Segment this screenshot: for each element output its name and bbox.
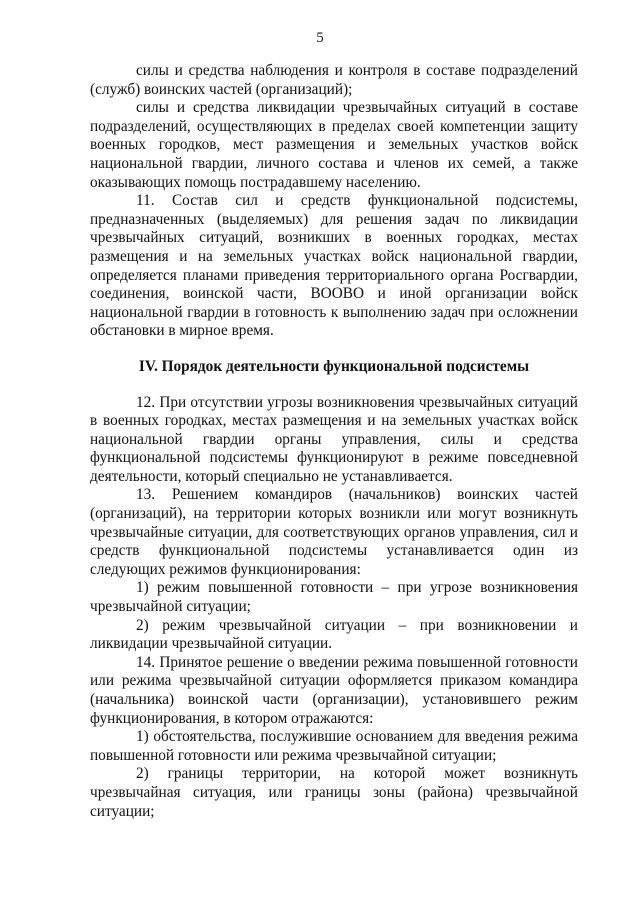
list-item-emergency: 2) режим чрезвычайной ситуации – при возникновении и ликвидации чрезвычайной ситуации. <box>90 616 578 653</box>
paragraph-11: 11. Состав сил и средств функциональной подсистемы, предназначенных (выделяемых) для решения задач по ликвидации чрезвычайных ситуаций, возникших в военных городках, местах размещения и на земельных участках войск национальной гвардии, определяется планами приведения территориального органа Росгвардии, соединения, воинской части, ВООВО и иной организации войск национальной гвардии в готовность к выполнению задач при осложнении обстановки в мирное время. <box>90 192 578 340</box>
list-item-boundaries: 2) границы территории, на которой может возникнуть чрезвычайная ситуация, или границы зоны (района) чрезвычайной ситуации; <box>90 765 578 820</box>
document-body <box>90 62 578 821</box>
section-heading: IV. Порядок деятельности функциональной подсистемы <box>138 357 530 375</box>
list-item-circumstances: 1) обстоятельства, послужившие основанием для введения режима повышенной готовности или режима чрезвычайной ситуации; <box>90 728 578 764</box>
paragraph-liquidation-forces: силы и средства ликвидации чрезвычайных ситуаций в составе подразделений, осуществляющих в пределах своей компетенции защиту военных городков, мест размещения и земельных участков войск национальной гвардии, личного состава и членов их семей, а также оказывающих помощь пострадавшему населению. <box>90 99 578 191</box>
paragraph-12: 12. При отсутствии угрозы возникновения чрезвычайных ситуаций в военных городках, местах размещения и на земельных участках войск национальной гвардии органы управления, силы и средства функциональной подсистемы функционируют в режиме повседневной деятельности, который специально не устанавливается. <box>90 393 578 485</box>
list-item-high-readiness: 1) режим повышенной готовности – при угрозе возникновения чрезвычайной ситуации; <box>90 579 578 616</box>
page-number: 5 <box>316 30 324 46</box>
paragraph-14: 14. Принятое решение о введении режима повышенной готовности или режима чрезвычайной ситуации оформляется приказом командира (начальника) воинской части (организации), установившего режим функционирования, в котором отражаются: <box>90 653 578 727</box>
paragraph-13: 13. Решением командиров (начальников) воинских частей (организаций), на территории которых возникли или могут возникнуть чрезвычайные ситуации, для соответствующих органов управления, сил и средств функциональной подсистемы устанавливается один из следующих режимов функционирования: <box>90 486 578 578</box>
paragraph-observation-forces: силы и средства наблюдения и контроля в составе подразделений (служб) воинских частей (организаций); <box>90 62 578 98</box>
